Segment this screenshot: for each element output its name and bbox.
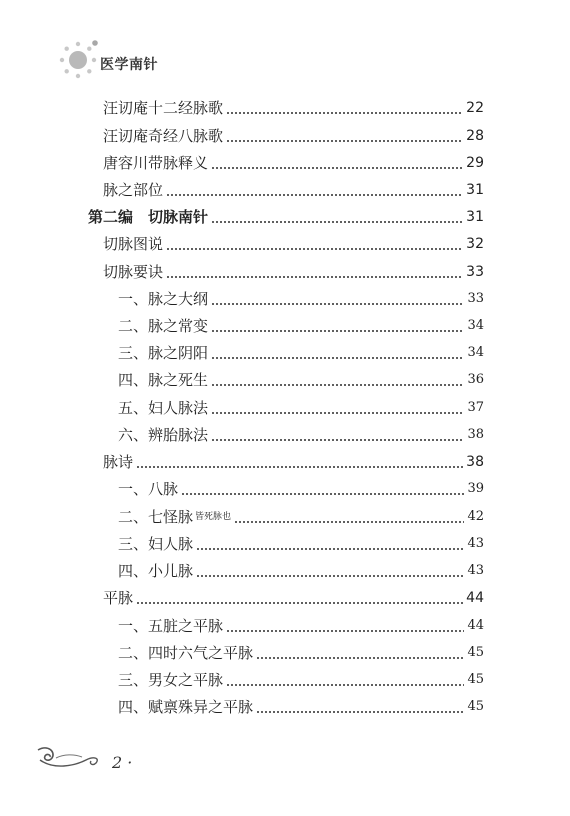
toc-entry-title: 六、辨胎脉法 (118, 426, 209, 444)
toc-entry-page: 34 (467, 345, 484, 360)
toc-entry (118, 341, 484, 363)
toc-entry-title: 汪讱庵奇经八脉歌 (103, 127, 224, 145)
toc-entry-title: 平脉 (103, 589, 134, 607)
toc-entry-title: 汪讱庵十二经脉歌 (103, 99, 224, 117)
dot-leader (166, 261, 463, 279)
dot-leader (211, 152, 463, 170)
swirl-ornament-icon (34, 740, 114, 772)
toc-entry (118, 668, 484, 690)
dot-leader (211, 206, 463, 224)
toc-entry (118, 423, 484, 445)
toc-entry-title: 一、脉之大纲 (118, 290, 209, 308)
toc-entry-title: 三、男女之平脉 (118, 671, 224, 689)
toc-entry-title: 二、七怪脉 (118, 508, 194, 526)
toc-entry-page: 38 (467, 427, 484, 442)
page-footer (0, 740, 570, 780)
toc-entry (118, 477, 484, 499)
toc-entry-title: 切脉要诀 (103, 263, 164, 281)
toc-entry (103, 232, 484, 254)
dot-leader (196, 533, 464, 551)
dot-leader (166, 179, 463, 197)
dot-leader (226, 669, 464, 687)
toc-entry-title: 三、脉之阴阳 (118, 344, 209, 362)
toc-entry-page: 42 (467, 509, 484, 524)
dot-leader (136, 451, 463, 469)
dot-leader (211, 315, 464, 333)
toc-entry-title: 切脉图说 (103, 235, 164, 253)
dot-leader (166, 233, 463, 251)
toc-entry-page: 28 (466, 128, 484, 144)
toc-entry (103, 450, 484, 472)
toc-entry-page: 43 (467, 536, 484, 551)
toc-entry-title: 一、八脉 (118, 480, 179, 498)
toc-entry-title: 二、脉之常变 (118, 317, 209, 335)
dot-leader (211, 424, 464, 442)
dot-leader (234, 506, 464, 524)
toc-entry-page: 43 (467, 563, 484, 578)
toc-entry (118, 314, 484, 336)
toc-entry (103, 151, 484, 173)
dot-leader (226, 97, 463, 115)
toc-entry-page: 45 (467, 645, 484, 660)
toc-entry (118, 368, 484, 390)
toc-entry (118, 614, 484, 636)
toc-entry (103, 178, 484, 200)
toc-entry-title: 脉之部位 (103, 181, 164, 199)
dot-leader (211, 397, 464, 415)
dot-leader (181, 478, 464, 496)
toc-entry-page: 34 (467, 318, 484, 333)
dot-leader (256, 696, 464, 714)
toc-entry-page: 45 (467, 699, 484, 714)
toc-entry (118, 396, 484, 418)
toc-entry-title: 四、赋禀殊异之平脉 (118, 698, 254, 716)
toc-entry (103, 586, 484, 608)
toc-entry-page: 36 (467, 372, 484, 387)
toc-entry-page: 32 (466, 236, 484, 252)
toc-entry (103, 124, 484, 146)
toc-entry-page: 37 (467, 400, 484, 415)
toc-entry-page: 44 (466, 590, 484, 606)
dot-leader (226, 615, 464, 633)
toc-entry-title: 脉诗 (103, 453, 134, 471)
toc-entry-page: 29 (466, 155, 484, 171)
toc-entry (118, 695, 484, 717)
toc-entry (103, 260, 484, 282)
toc-entry-page: 38 (466, 454, 484, 470)
toc-entry-title: 四、小儿脉 (118, 562, 194, 580)
toc-entry (88, 205, 484, 227)
dot-leader (196, 560, 464, 578)
dot-leader (136, 587, 463, 605)
dot-leader (211, 288, 464, 306)
toc-entry (118, 287, 484, 309)
toc-entry (118, 559, 484, 581)
toc-entry-title: 唐容川带脉释义 (103, 154, 209, 172)
book-title: 医学南针 (100, 57, 158, 73)
toc-entry-page: 31 (466, 182, 484, 198)
toc-entry-page: 39 (467, 481, 484, 496)
toc-entry-page: 33 (467, 291, 484, 306)
toc-entry-page: 45 (467, 672, 484, 687)
toc-entry (118, 505, 484, 527)
toc-entry (118, 641, 484, 663)
dot-leader (211, 369, 464, 387)
toc-entry (103, 96, 484, 118)
toc-entry-title: 二、四时六气之平脉 (118, 644, 254, 662)
dot-leader (211, 342, 464, 360)
toc-entry-title: 第二编 切脉南针 (88, 208, 209, 226)
toc-entry-page: 33 (466, 264, 484, 280)
dot-leader (256, 642, 464, 660)
toc-entry-title: 三、妇人脉 (118, 535, 194, 553)
toc-entry-page: 22 (466, 100, 484, 116)
toc-entry-title: 一、五脏之平脉 (118, 617, 224, 635)
dot-leader (226, 125, 463, 143)
toc-entry (118, 532, 484, 554)
toc-entry-page: 44 (467, 618, 484, 633)
page-number: 2 · (112, 753, 133, 772)
toc-entry-title: 五、妇人脉法 (118, 399, 209, 417)
toc-entry-note: 皆死脉也 (195, 512, 232, 522)
toc-entry-title: 四、脉之死生 (118, 371, 209, 389)
toc-entry-page: 31 (466, 209, 484, 225)
